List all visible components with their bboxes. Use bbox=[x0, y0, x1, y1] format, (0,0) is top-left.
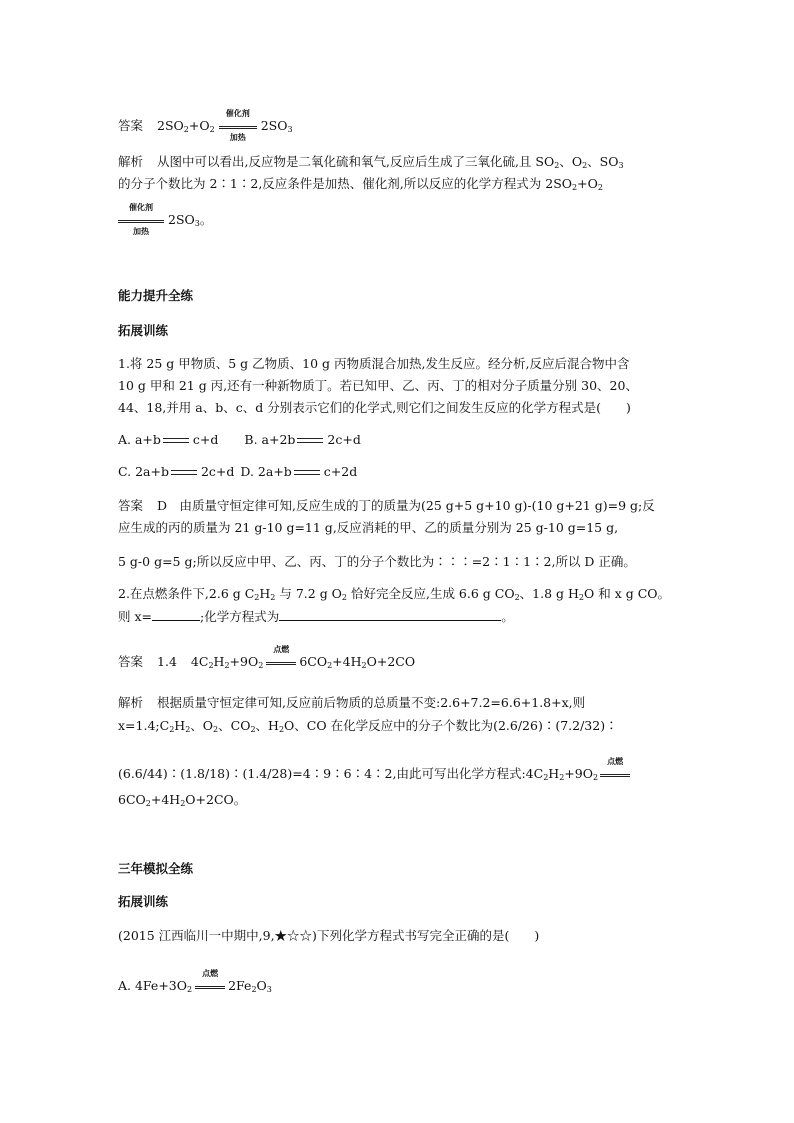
answer-label: 答案 bbox=[118, 118, 144, 133]
option-a: A. a+b c+d bbox=[118, 432, 219, 447]
blank-x bbox=[152, 608, 200, 621]
explanation-2-line2: $x=1.4;C_2H_2$、$O_2$、$CO_2$、$H_2O$、CO 在化学反应中的分子个数比为(2.6/26)∶(7.2/32)∶ bbox=[118, 718, 618, 734]
question-3-option-a: A. $4Fe+3O_2$ 点燃 $2Fe_2O_3$ bbox=[118, 978, 272, 995]
reaction-condition bbox=[195, 968, 225, 995]
question-1-line3: 44、18,并用 a、b、c、d 分别表示它们的化学式,则它们之间发生反应的化学方程式是( ) bbox=[118, 400, 631, 415]
question-2-line1: 2.在点燃条件下,2.6 g $C_2H_2$ 与 7.2 g $O_2$ 恰好完全反应,生成 6.6 g $CO_2$、1.8 g $H_2O$ 和 x g CO。 bbox=[118, 586, 671, 602]
heat-label: 加热 bbox=[229, 132, 246, 142]
heat-label: 加热 bbox=[133, 226, 149, 236]
subsection-heading: 拓展训练 bbox=[118, 323, 169, 338]
text: 。 bbox=[199, 212, 213, 227]
subscript: 2 bbox=[209, 125, 215, 134]
reaction-condition bbox=[219, 108, 257, 142]
answer-label: 答案 bbox=[118, 498, 144, 513]
answer-1 bbox=[118, 108, 293, 142]
subscript: 2 bbox=[582, 161, 588, 170]
text: 从图中可以看出,反应物是二氧化硫和氧气,反应后生成了三氧化硫,且 SO bbox=[157, 154, 555, 169]
explanation-2-line4: $6CO_2+4H_2O+2CO$。 bbox=[118, 792, 247, 808]
option-c: C. 2a+b 2c+d bbox=[118, 464, 235, 479]
option-b: B. a+2b 2c+d bbox=[244, 432, 361, 447]
question-1-line2: 10 g 甲和 21 g 丙,还有一种新物质丁。若已知甲、乙、丙、丁的相对分子质量分别 30、20、 bbox=[118, 378, 638, 393]
explanation-2-line1: 解析 根据质量守恒定律可知,反应前后物质的总质量不变:2.6+7.2=6.6+1.8+x,则 bbox=[118, 695, 586, 710]
subscript: 2 bbox=[597, 183, 603, 192]
subscript: 2 bbox=[554, 161, 560, 170]
explanation-1-line3 bbox=[118, 202, 213, 236]
question-1-line1: 1.将 25 g 甲物质、5 g 乙物质、10 g 丙物质混合加热,发生反应。经分析,反应后混合物中含 bbox=[118, 356, 630, 371]
explanation-label: 解析 bbox=[118, 154, 144, 169]
options-row-2 bbox=[118, 464, 357, 480]
subscript: 3 bbox=[194, 219, 200, 228]
explanation-1-line1 bbox=[118, 154, 624, 170]
section-heading: 能力提升全练 bbox=[118, 288, 194, 303]
text: 、SO bbox=[587, 154, 619, 169]
text: +O bbox=[577, 176, 598, 191]
answer-2-line1 bbox=[118, 498, 655, 514]
subscript: 3 bbox=[287, 125, 293, 134]
reaction-condition bbox=[600, 756, 630, 783]
explanation-2-line3: (6.6/44)∶(1.8/18)∶(1.4/28)=4∶9∶6∶4∶2,由此可写出化学方程式$:4C_2H_2+9O_2$ 点燃 bbox=[118, 766, 632, 783]
blank-equation bbox=[279, 608, 501, 621]
text: 、O bbox=[559, 154, 583, 169]
answer-value: 1.4 bbox=[157, 654, 177, 669]
ignite-label: 点燃 bbox=[202, 968, 219, 978]
catalyst-label: 催化剂 bbox=[225, 108, 250, 118]
formula-part: 2SO bbox=[260, 118, 288, 133]
reaction-condition bbox=[266, 644, 296, 671]
answer-3: 答案 1.4 $4C_2H_2+9O_2$ 点燃 $6CO_2+4H_2O+2CO$ bbox=[118, 654, 415, 671]
subsection-heading-2: 拓展训练 bbox=[118, 894, 169, 909]
subscript: 3 bbox=[618, 161, 624, 170]
reaction-condition bbox=[118, 202, 164, 236]
option-d: D. 2a+b c+2d bbox=[240, 464, 358, 479]
formula-part: 2SO bbox=[168, 212, 195, 227]
explanation-label: 解析 bbox=[118, 695, 144, 710]
explanation-1-line2 bbox=[118, 176, 603, 192]
options-row-1 bbox=[118, 432, 361, 448]
subscript: 2 bbox=[572, 183, 578, 192]
formula-part: +O bbox=[188, 118, 210, 133]
answer-label: 答案 bbox=[118, 654, 144, 669]
answer-2-line2: 应生成的丙的质量为 21 g-10 g=11 g,反应消耗的甲、乙的质量分别为 25 g-10 g=15 g, bbox=[118, 520, 619, 535]
text: 的分子个数比为 2∶1∶2,反应条件是加热、催化剂,所以反应的化学方程式为 2SO bbox=[118, 176, 573, 191]
ignite-label: 点燃 bbox=[607, 756, 624, 766]
subscript: 2 bbox=[183, 125, 189, 134]
text: D 由质量守恒定律可知,反应生成的丁的质量为(25 g+5 g+10 g)-(10 g+21 g)=9 g;反 bbox=[157, 498, 655, 513]
question-3: (2015 江西临川一中期中,9,★☆☆)下列化学方程式书写完全正确的是( ) bbox=[118, 928, 540, 943]
section-heading-2: 三年模拟全练 bbox=[118, 861, 194, 876]
catalyst-label: 催化剂 bbox=[129, 202, 153, 212]
formula-part: 2SO bbox=[157, 118, 184, 133]
answer-2-line3: 5 g-0 g=5 g;所以反应中甲、乙、丙、丁的分子个数比为∶∶∶=2∶1∶1∶2,所以 D 正确。 bbox=[118, 554, 636, 569]
ignite-label: 点燃 bbox=[273, 644, 290, 654]
question-2-line2: 则 x= ;化学方程式为 。 bbox=[118, 609, 514, 624]
